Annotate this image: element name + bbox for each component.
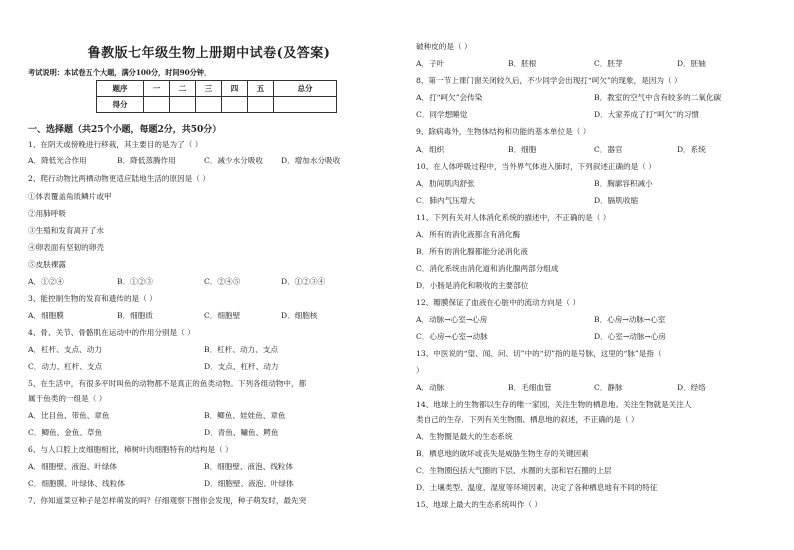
option: A．生物圈是最大的生态系统 bbox=[416, 432, 513, 441]
question-11: 11、下列有关对人体消化系统的描述中，不正确的是（ ） bbox=[416, 213, 611, 222]
option: A．所有的消化液都含有消化酶 bbox=[416, 230, 521, 239]
option: C．静脉 bbox=[594, 383, 623, 392]
option: D．①②③④ bbox=[281, 277, 326, 286]
score-cell bbox=[144, 97, 170, 113]
option: C．生物圈包括大气圈的下层、水圈的大部和岩石圈的上层 bbox=[416, 466, 612, 475]
score-table-score-row bbox=[97, 97, 337, 113]
option: D．细胞核 bbox=[281, 311, 318, 320]
option: A．动脉→心室→心房 bbox=[416, 315, 488, 324]
section-heading: 一、选择题（共25个小题，每题2分，共50分） bbox=[28, 125, 222, 135]
score-header-cell: 题序 bbox=[97, 81, 144, 97]
option: A．动脉 bbox=[416, 383, 445, 392]
question-13-cont: ） bbox=[416, 366, 424, 375]
option: A．细胞壁、液泡、叶绿体 bbox=[28, 462, 118, 471]
option: C．动力、杠杆、支点 bbox=[28, 362, 103, 371]
list-item: ②用肺呼吸 bbox=[28, 209, 66, 218]
option: A．肋间肌肉舒张 bbox=[416, 179, 475, 188]
option: D．经络 bbox=[677, 383, 706, 392]
option: C．肺内气压增大 bbox=[416, 196, 475, 205]
option: B．细胞 bbox=[508, 145, 537, 154]
score-table-header-row bbox=[97, 81, 337, 97]
question-7: 7、你知道菜豆种子是怎样萌发的吗？仔细观察下图你会发现，种子萌发时，最先突 bbox=[28, 496, 307, 505]
question-2: 2、爬行动物比两栖动物更适应陆地生活的原因是（ ） bbox=[28, 174, 210, 183]
option: D．系统 bbox=[677, 145, 706, 154]
option: C．消化系统由消化道和消化腺两部分组成 bbox=[416, 264, 559, 273]
score-row-label: 得分 bbox=[97, 97, 144, 113]
option: C．同学想睡觉 bbox=[416, 110, 468, 119]
exam-notice: 考试说明：本试卷五个大题，满分100分，时间90分钟． bbox=[28, 68, 212, 77]
list-item: ①体表覆盖角质鳞片或甲 bbox=[28, 192, 112, 201]
option: B．鲫鱼、娃娃鱼、章鱼 bbox=[204, 411, 286, 420]
question-10: 10、在人体呼吸过程中，当外界气体进入肺时，下列叙述正确的是（ ） bbox=[416, 162, 656, 171]
option: C．细胞壁 bbox=[204, 311, 241, 320]
option: C．胚芽 bbox=[594, 59, 623, 68]
option: A．打“呵欠”会传染 bbox=[416, 93, 483, 102]
score-cell bbox=[248, 97, 274, 113]
option: B．降低蒸腾作用 bbox=[117, 156, 176, 165]
score-header-cell: 一 bbox=[144, 81, 170, 97]
question-7-cont: 破种皮的是（ ） bbox=[416, 42, 472, 51]
score-header-cell: 五 bbox=[248, 81, 274, 97]
score-header-cell: 四 bbox=[222, 81, 248, 97]
option: D．土壤类型、温度、湿度等环境因素，决定了各种栖息地有不同的特征 bbox=[416, 483, 658, 492]
option: B．教室的空气中含有较多的二氧化碳 bbox=[594, 93, 722, 102]
score-cell bbox=[170, 97, 196, 113]
question-3: 3、能控制生物的发育和遗传的是（ ） bbox=[28, 294, 157, 303]
option: C．②④⑤ bbox=[204, 277, 241, 286]
option: A．①②④ bbox=[28, 277, 64, 286]
score-header-cell: 总分 bbox=[274, 81, 337, 97]
option: A．子叶 bbox=[416, 59, 445, 68]
option: B．所有的消化腺都能分泌消化液 bbox=[416, 247, 528, 256]
question-13: 13、中医说的“望、闻、问、切”中的“切”指的是号脉，这里的“脉”是指（ bbox=[416, 349, 662, 358]
option: C．减少水分吸收 bbox=[204, 156, 263, 165]
score-header-cell: 二 bbox=[170, 81, 196, 97]
list-item: ④卵表面有坚韧的卵壳 bbox=[28, 243, 104, 252]
question-4: 4、骨、关节、骨骼肌在运动中的作用分别是（ ） bbox=[28, 328, 195, 337]
question-15: 15、地球上最大的生态系统叫作（ ） bbox=[416, 500, 542, 509]
question-5: 5、在生活中，有很多平时叫鱼的动物都不是真正的鱼类动物。下列各组动物中，都 bbox=[28, 379, 307, 388]
option: D．增加水分吸收 bbox=[281, 156, 341, 165]
option: C．器官 bbox=[594, 145, 623, 154]
option: A．降低光合作用 bbox=[28, 156, 87, 165]
question-9: 9、除病毒外，生物体结构和功能的基本单位是（ ） bbox=[416, 127, 591, 136]
score-cell bbox=[222, 97, 248, 113]
option: D．大家养成了打“呵欠”的习惯 bbox=[594, 110, 699, 119]
option: B．栖息地的破坏或丧失是威胁生物生存的关键因素 bbox=[416, 449, 589, 458]
score-header-cell: 三 bbox=[196, 81, 222, 97]
question-6: 6、与人口腔上皮细胞相比，樟树叶肉细胞特有的结构是（ ） bbox=[28, 445, 233, 454]
list-item: ③生殖和发育离开了水 bbox=[28, 226, 104, 235]
option: D．心室→动脉→心房 bbox=[594, 332, 666, 341]
question-8: 8、第一节上课门窗关闭较久后，不少同学会出现打“呵欠”的现象，是因为（ ） bbox=[416, 76, 682, 85]
option: D．胚轴 bbox=[677, 59, 706, 68]
option: A．组织 bbox=[416, 145, 445, 154]
option: C．细胞膜、叶绿体、线粒体 bbox=[28, 479, 125, 488]
question-12: 12、瓣膜保证了血液在心脏中的流动方向是（ ） bbox=[416, 298, 580, 307]
option: D．膈肌收缩 bbox=[594, 196, 639, 205]
option: A．细胞膜 bbox=[28, 311, 64, 320]
option: B．心房→动脉→心室 bbox=[594, 315, 666, 324]
exam-title: 鲁教版七年级生物上册期中试卷(及答案) bbox=[87, 46, 331, 61]
score-cell bbox=[274, 97, 337, 113]
option: B．胸廓容积减小 bbox=[594, 179, 653, 188]
question-1: 1、在阴天或傍晚进行移栽，其主要目的是为了（ ） bbox=[28, 140, 203, 149]
option: B．①②③ bbox=[117, 277, 153, 286]
score-table bbox=[96, 80, 337, 113]
option: A．杠杆、支点、动力 bbox=[28, 345, 102, 354]
option: A．比目鱼、带鱼、章鱼 bbox=[28, 411, 110, 420]
question-14-cont: 类自己的生存．下列有关生物圈、栖息地的叙述，不正确的是（ ） bbox=[416, 415, 639, 424]
option: D．小肠是消化和吸收的主要部位 bbox=[416, 281, 529, 290]
score-cell bbox=[196, 97, 222, 113]
question-14: 14、地球上的生物都以生存的唯一家园，关注生物的栖息地、关注生物就是关注人 bbox=[416, 400, 692, 409]
option: B．杠杆、动力、支点 bbox=[204, 345, 278, 354]
option: B．毛细血管 bbox=[508, 383, 552, 392]
option: D．青鱼、鳙鱼、鳄鱼 bbox=[204, 428, 279, 437]
option: D．支点、杠杆、动力 bbox=[204, 362, 279, 371]
option: B．细胞质 bbox=[117, 311, 153, 320]
question-5-cont: 属于鱼类的一组是（ ） bbox=[28, 394, 107, 403]
option: B．胚根 bbox=[508, 59, 537, 68]
option: C．鲫鱼、金鱼、草鱼 bbox=[28, 428, 103, 437]
option: C．心房→心室→动脉 bbox=[416, 332, 488, 341]
option: B．细胞壁、液泡、线粒体 bbox=[204, 462, 294, 471]
option: D．细胞壁、液泡、叶绿体 bbox=[204, 479, 294, 488]
list-item: ⑤皮肤裸露 bbox=[28, 260, 66, 269]
